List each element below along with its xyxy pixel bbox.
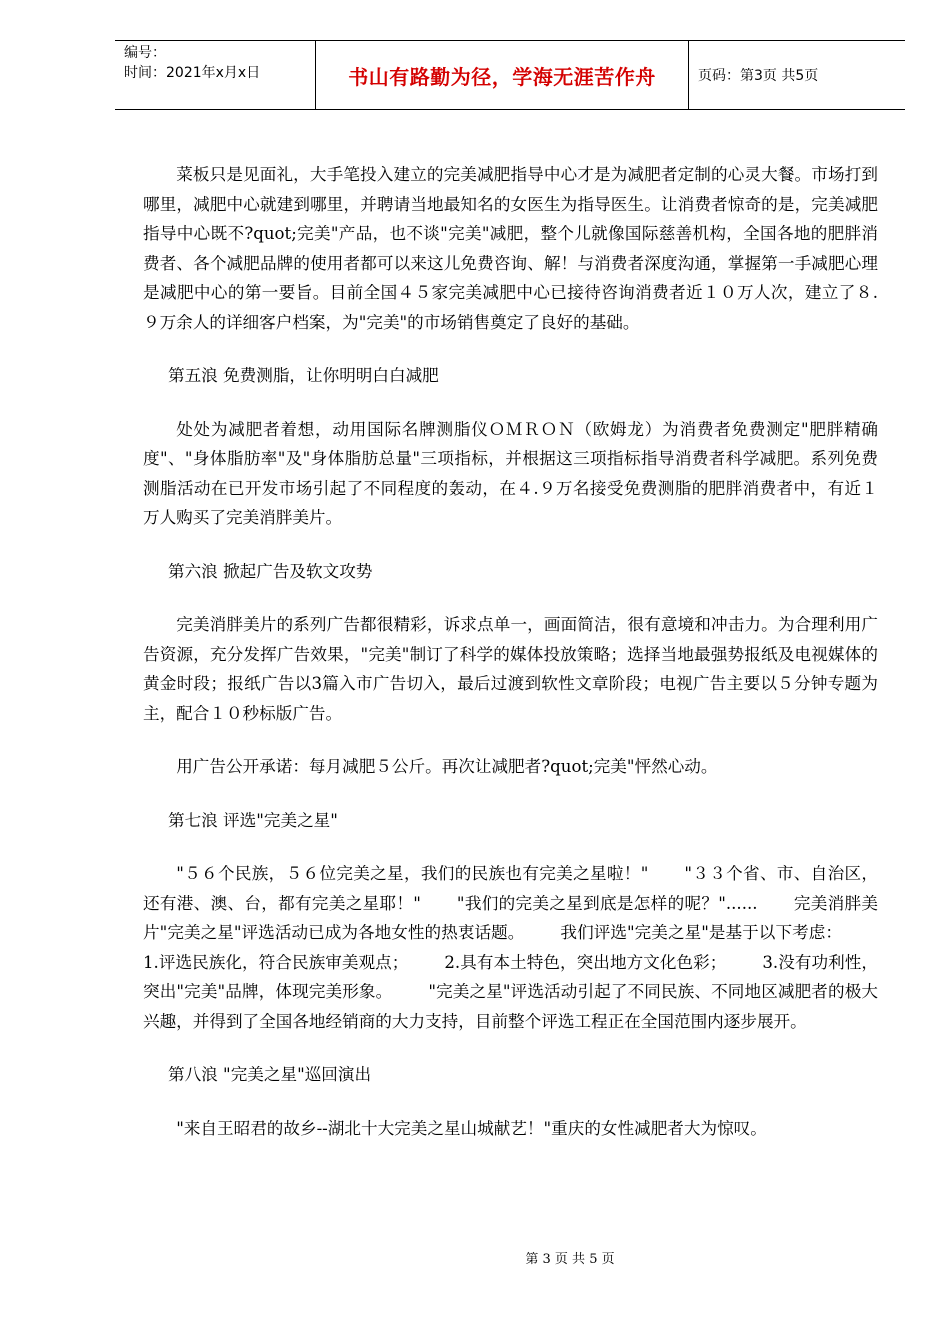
page-header: [115, 40, 905, 110]
number-label: 编号：: [124, 45, 166, 61]
section-heading-7: 第七浪 评选"完美之星": [168, 810, 338, 830]
time-label: 时间：2021年x月x日: [124, 65, 261, 81]
section-heading-5: 第五浪 免费测脂，让你明明白白减肥: [168, 366, 439, 385]
paragraph-5-point-3: 3.没有功利性，突出"完美"品牌，体现完美形象。: [143, 952, 878, 1001]
header-meta: [115, 41, 315, 109]
header-motto: 书山有路勤为径，学海无涯苦作舟: [315, 41, 689, 109]
header-page-label: 页码：第3页 共5页: [698, 68, 819, 84]
paragraph-5-quote-1: "５６个民族，５６位完美之星，我们的民族也有完美之星啦！": [176, 864, 649, 883]
paragraph-5-point-1: 1.评选民族化，符合民族审美观点；: [143, 952, 409, 972]
page-footer: 第 3 页 共 5 页: [525, 1252, 615, 1267]
paragraph-5-quote-2: "３３个省、市、自治区，还有港、澳、台，都有完美之星耶！": [143, 864, 879, 913]
paragraph-5-quote-3: "我们的完美之星到底是怎样的呢？"......: [456, 893, 758, 913]
paragraph-1: 菜板只是见面礼，大手笔投入建立的完美减肥指导中心才是为减肥者定制的心灵大餐。市场打到哪里，减肥中心就建到哪里，并聘请当地最知名的女医生为指导医生。让消费者惊奇的是，完美减肥指导中心既不?quot;完美"产品，也不谈"完美"减肥，整个儿就像国际慈善机构，全国各地的肥胖消费者、各个减肥品牌的使用者都可以来这儿免费咨询、解！与消费者深度沟通，掌握第一手减肥心理是减肥中心的第一要旨。目前全国４５家完美减肥中心已接待咨询消费者近１０万人次，建立了８.９万余人的详细客户档案，为"完美"的市场销售奠定了良好的基础。: [143, 165, 878, 332]
paragraph-2: 处处为减肥者着想，动用国际名牌测脂仪ＯＭＲＯＮ（欧姆龙）为消费者免费测定"肥胖精确度"、"身体脂肪率"及"身体脂肪总量"三项指标，并根据这三项指标指导消费者科学减肥。系列免费测脂活动在已开发市场引起了不同程度的轰动，在４.９万名接受免费测脂的肥胖消费者中，有近１万人购买了完美消胖美片。: [143, 419, 878, 527]
document-body: [143, 160, 878, 1143]
paragraph-5-sentence-3: "完美之星"评选活动引起了不同民族、不同地区减肥者的极大兴趣，并得到了全国各地经销商的大力支持，目前整个评选工程正在全国范围内逐步展开。: [143, 982, 879, 1031]
paragraph-5-point-2: 2.具有本土特色，突出地方文化色彩；: [444, 952, 727, 972]
section-heading-8: 第八浪 "完美之星"巡回演出: [168, 1065, 372, 1084]
paragraph-5-sentence-1: 完美消胖美片"完美之星"评选活动已成为各地女性的热衷话题。: [143, 893, 878, 942]
paragraph-6: "来自王昭君的故乡--湖北十大完美之星山城献艺！"重庆的女性减肥者大为惊叹。: [176, 1118, 767, 1138]
paragraph-5-sentence-2: 我们评选"完美之星"是基于以下考虑：: [560, 923, 842, 942]
section-heading-6: 第六浪 掀起广告及软文攻势: [168, 561, 373, 581]
paragraph-5: [143, 859, 878, 1036]
paragraph-3: 完美消胖美片的系列广告都很精彩，诉求点单一，画面简洁，很有意境和冲击力。为合理利用广告资源，充分发挥广告效果，"完美"制订了科学的媒体投放策略；选择当地最强势报纸及电视媒体的黄金时段；报纸广告以3篇入市广告切入，最后过渡到软性文章阶段；电视广告主要以５分钟专题为主，配合１０秒标版广告。: [143, 615, 878, 723]
paragraph-4: 用广告公开承诺：每月减肥５公斤。再次让减肥者?quot;完美"怦然心动。: [176, 757, 718, 776]
